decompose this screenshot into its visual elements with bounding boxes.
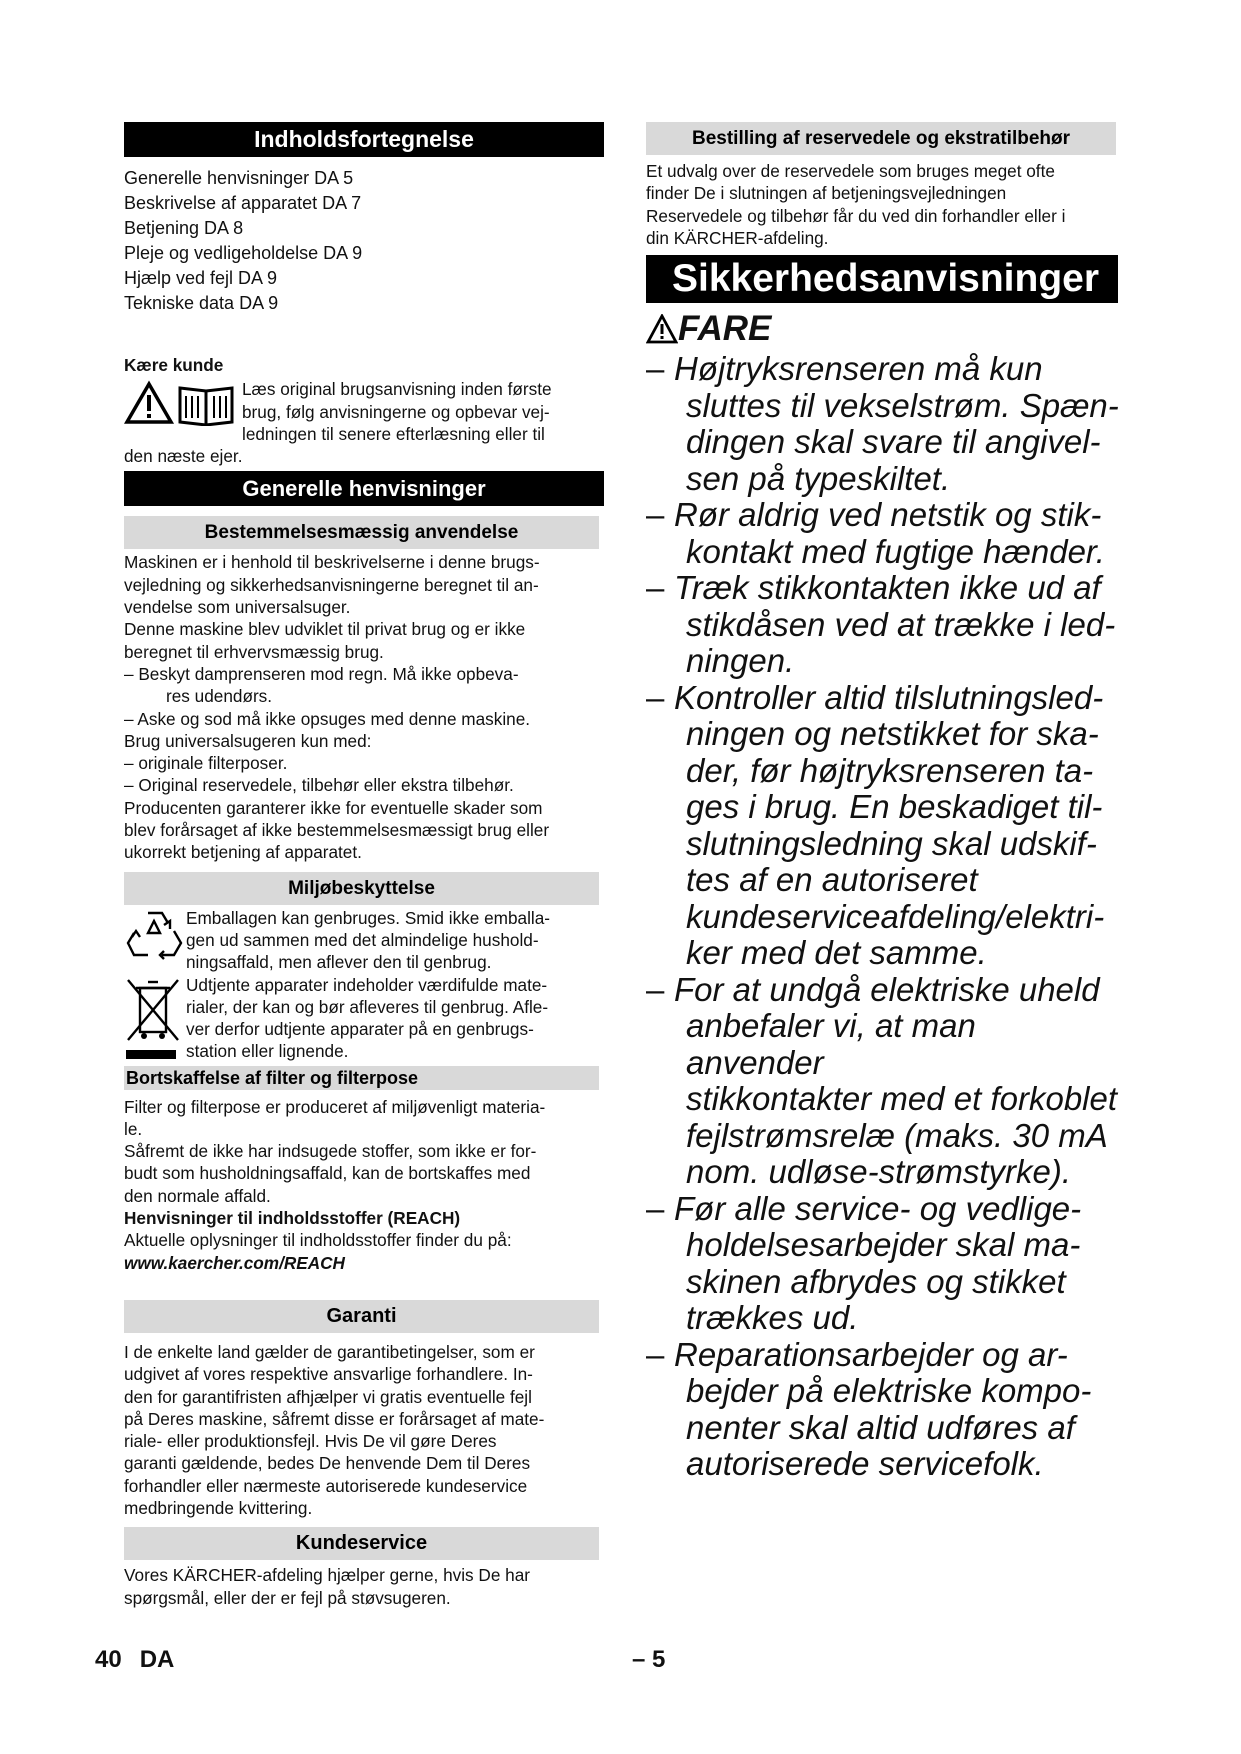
safety-line: ningen og netstikket for ska- <box>686 715 1099 753</box>
page-number: 40 <box>95 1646 122 1673</box>
safety-item: – Før alle service- og vedlige- holdelsesarbejder skal ma- skinen afbrydes og stikket trækkes ud. <box>646 1191 1121 1337</box>
text-line: Udtjente apparater indeholder værdifulde mate- <box>186 974 548 995</box>
text-line: I de enkelte land gælder de garantibetingelser, som er <box>124 1341 535 1362</box>
text-line: Maskinen er i henhold til beskrivelserne i denne brugs- <box>124 552 540 573</box>
text-line: Reservedele og tilbehør får du ved din forhandler eller i <box>646 205 1066 226</box>
text-line: den normale affald. <box>124 1185 271 1206</box>
safety-line: For at undgå elektriske uheld <box>674 970 1100 1008</box>
safety-line: ningen. <box>686 642 795 680</box>
intended-use-heading: Bestemmelsesmæssig anvendelse <box>124 516 599 549</box>
service-heading: Kundeservice <box>124 1527 599 1560</box>
text-line: medbringende kvittering. <box>124 1497 313 1518</box>
weee-block <box>124 974 604 1064</box>
text-line: – Aske og sod må ikke opsuges med denne maskine. <box>124 708 531 729</box>
safety-line: Før alle service- og vedlige- <box>674 1189 1082 1227</box>
environment-heading: Miljøbeskyttelse <box>124 872 599 905</box>
text-line: garanti gældende, bedes De henvende Dem til Deres <box>124 1453 531 1474</box>
reach-heading: Henvisninger til indholdsstoffer (REACH) <box>124 1208 461 1229</box>
text-line: på Deres maskine, såfremt disse er forårsaget af mate- <box>124 1408 545 1429</box>
text-line: blev forårsaget af ikke bestemmelsesmæssigt brug eller <box>124 820 550 841</box>
safety-line: trækkes ud. <box>686 1299 859 1337</box>
safety-line: dingen skal svare til angivel- <box>686 423 1101 461</box>
text-line: gen ud sammen med det almindelige hushold- <box>186 929 539 950</box>
text-line: den for garantifristen afhjælper vi gratis eventuelle fejl <box>124 1386 532 1407</box>
recycle-block <box>124 907 604 974</box>
text-line: Vores KÄRCHER-afdeling hjælper gerne, hvis De har <box>124 1565 531 1586</box>
safety-line: bejder på elektriske kompo- <box>686 1372 1092 1410</box>
text-line: Brug universalsugeren kun med: <box>124 730 372 751</box>
toc-heading: Indholdsfortegnelse <box>124 122 604 157</box>
text-line: ukorrekt betjening af apparatet. <box>124 842 362 863</box>
safety-line: stikkontakter med et forkoblet <box>686 1080 1118 1118</box>
safety-line: tes af en autoriseret <box>686 861 978 899</box>
text-line: ver derfor udtjente apparater på en genbrugs- <box>186 1019 534 1040</box>
service-text <box>124 1564 604 1609</box>
text-line: – Original reservedele, tilbehør eller ekstra tilbehør. <box>124 775 514 796</box>
safety-item: – Højtryksrenseren må kun sluttes til vekselstrøm. Spæn- dingen skal svare til angivel- sen på typeskiltet. <box>646 351 1121 497</box>
toc-item[interactable]: Hjælp ved fejl DA 9 <box>124 268 278 288</box>
safety-line: sen på typeskiltet. <box>686 459 951 497</box>
text-line: finder De i slutningen af betjeningsvejledningen <box>646 183 1007 204</box>
dear-line: ledningen til senere efterlæsning eller til <box>242 423 545 444</box>
disposal-text <box>124 1096 604 1274</box>
dear-line: Læs original brugsanvisning inden første <box>242 379 552 400</box>
safety-line: slutningsledning skal udskif- <box>686 824 1097 862</box>
text-line: Et udvalg over de reservedele som bruges meget ofte <box>646 161 1055 181</box>
text-line: rialer, der kan og bør afleveres til genbrug. Afle- <box>186 996 549 1017</box>
text-line: – originale filterposer. <box>124 753 288 774</box>
text-line: udgivet af vores respektive ansvarlige forhandlere. In- <box>124 1364 533 1385</box>
section-page-number: – 5 <box>632 1646 666 1673</box>
text-line: res udendørs. <box>166 686 273 707</box>
page-footer <box>95 1646 192 1674</box>
read-manual-icon <box>124 378 240 426</box>
text-line: budt som husholdningsaffald, kan de bortskaffes med <box>124 1163 531 1184</box>
dear-line-last: den næste ejer. <box>124 446 243 467</box>
text-line: din KÄRCHER-afdeling. <box>646 227 829 248</box>
text-line: riale- eller produktionsfejl. Hvis De vil gøre Deres <box>124 1431 497 1452</box>
safety-line: Rør aldrig ved netstik og stik- <box>674 496 1102 534</box>
danger-text: FARE <box>678 309 772 349</box>
toc-list <box>124 166 604 316</box>
text-line: beregnet til erhvervsmæssig brug. <box>124 641 384 662</box>
text-line: Filter og filterpose er produceret af miljøvenligt materia- <box>124 1096 546 1117</box>
toc-item[interactable]: Pleje og vedligeholdelse DA 9 <box>124 243 363 263</box>
recycle-icon <box>124 907 186 965</box>
safety-line: stikdåsen ved at trække i led- <box>686 605 1116 643</box>
safety-line: nom. udløse-strømstyrke). <box>686 1153 1072 1191</box>
safety-item: – Træk stikkontakten ikke ud af stikdåsen ved at trække i led- ningen. <box>646 570 1121 680</box>
warning-icon <box>646 314 678 344</box>
text-line: Såfremt de ikke har indsugede stoffer, som ikke er for- <box>124 1141 537 1162</box>
left-column <box>124 122 604 1609</box>
safety-line: Kontroller altid tilslutningsled- <box>674 678 1104 716</box>
danger-label <box>646 309 1121 349</box>
text-line: vendelse som universalsuger. <box>124 597 351 618</box>
text-line: ningsaffald, men aflever den til genbrug. <box>186 952 492 973</box>
safety-line: holdelsesarbejder skal ma- <box>686 1226 1081 1264</box>
safety-line: anbefaler vi, at man anvender <box>686 1007 976 1081</box>
safety-line: autoriserede servicefolk. <box>686 1445 1044 1483</box>
safety-line: Højtryksrenseren må kun <box>674 350 1043 388</box>
dear-line: brug, følg anvisningerne og opbevar vej- <box>242 401 550 422</box>
safety-item: – Rør aldrig ved netstik og stik- kontakt med fugtige hænder. <box>646 497 1121 570</box>
disposal-heading: Bortskaffelse af filter og filterpose <box>124 1066 599 1090</box>
safety-line: skinen afbrydes og stikket <box>686 1262 1066 1300</box>
dear-customer-block <box>124 378 604 445</box>
text-line: – Beskyt damprenseren mod regn. Må ikke opbeva- <box>124 663 519 684</box>
toc-item[interactable]: Generelle henvisninger DA 5 <box>124 168 354 188</box>
safety-line: fejlstrømsrelæ (maks. 30 mA <box>686 1116 1108 1154</box>
safety-line: Træk stikkontakten ikke ud af <box>674 569 1101 607</box>
safety-list <box>646 351 1121 1483</box>
toc-item[interactable]: Beskrivelse af apparatet DA 7 <box>124 193 362 213</box>
safety-heading: Sikkerhedsanvisninger <box>646 255 1118 303</box>
dear-customer-title: Kære kunde <box>124 355 224 375</box>
spare-parts-text <box>646 160 1121 249</box>
intended-use-text <box>124 551 604 863</box>
text-line: Emballagen kan genbruges. Smid ikke emballa- <box>186 907 551 928</box>
safety-line: kontakt med fugtige hænder. <box>686 532 1105 570</box>
language-code: DA <box>139 1646 175 1673</box>
general-heading: Generelle henvisninger <box>124 471 604 506</box>
safety-line: ges i brug. En beskadiget til- <box>686 788 1103 826</box>
safety-line: der, før højtryksrenseren ta- <box>686 751 1094 789</box>
safety-line: nenter skal altid udføres af <box>686 1408 1075 1446</box>
text-line: forhandler eller nærmeste autoriserede kundeservice <box>124 1475 528 1496</box>
safety-line: sluttes til vekselstrøm. Spæn- <box>686 386 1119 424</box>
crossed-bin-icon <box>124 974 186 1064</box>
safety-item: – For at undgå elektriske uheld anbefaler vi, at man anvender stikkontakter med et forkoblet fejlstrømsrelæ (maks. 30 mA nom. udløse-strømstyrke). <box>646 972 1121 1191</box>
text-line: Aktuelle oplysninger til indholdsstoffer finder du på: <box>124 1230 512 1251</box>
warranty-heading: Garanti <box>124 1300 599 1333</box>
reach-link[interactable]: www.kaercher.com/REACH <box>124 1252 345 1273</box>
toc-item[interactable]: Tekniske data DA 9 <box>124 293 279 313</box>
text-line: spørgsmål, eller der er fejl på støvsugeren. <box>124 1587 451 1608</box>
safety-line: ker med det samme. <box>686 934 987 972</box>
text-line: Denne maskine blev udviklet til privat brug og er ikke <box>124 619 526 640</box>
text-line: station eller lignende. <box>186 1041 349 1062</box>
safety-item: – Reparationsarbejder og ar- bejder på elektriske kompo- nenter skal altid udføres af autoriserede servicefolk. <box>646 1337 1121 1483</box>
safety-line: Reparationsarbejder og ar- <box>674 1335 1068 1373</box>
text-line: Producenten garanterer ikke for eventuelle skader som <box>124 797 543 818</box>
right-column <box>646 122 1121 1483</box>
spare-parts-heading: Bestilling af reservedele og ekstratilbehør <box>646 122 1116 155</box>
warranty-text <box>124 1341 604 1519</box>
text-line: le. <box>124 1118 143 1139</box>
safety-item: – Kontroller altid tilslutningsled- ningen og netstikket for ska- der, før højtryksrenseren ta- ges i brug. En beskadiget til- slutningsledning skal udskif- tes af en autoriseret kundeserviceafdeling/elektri- ker med det samme. <box>646 680 1121 972</box>
safety-line: kundeserviceafdeling/elektri- <box>686 897 1105 935</box>
toc-item[interactable]: Betjening DA 8 <box>124 218 244 238</box>
text-line: vejledning og sikkerhedsanvisningerne beregnet til an- <box>124 574 539 595</box>
